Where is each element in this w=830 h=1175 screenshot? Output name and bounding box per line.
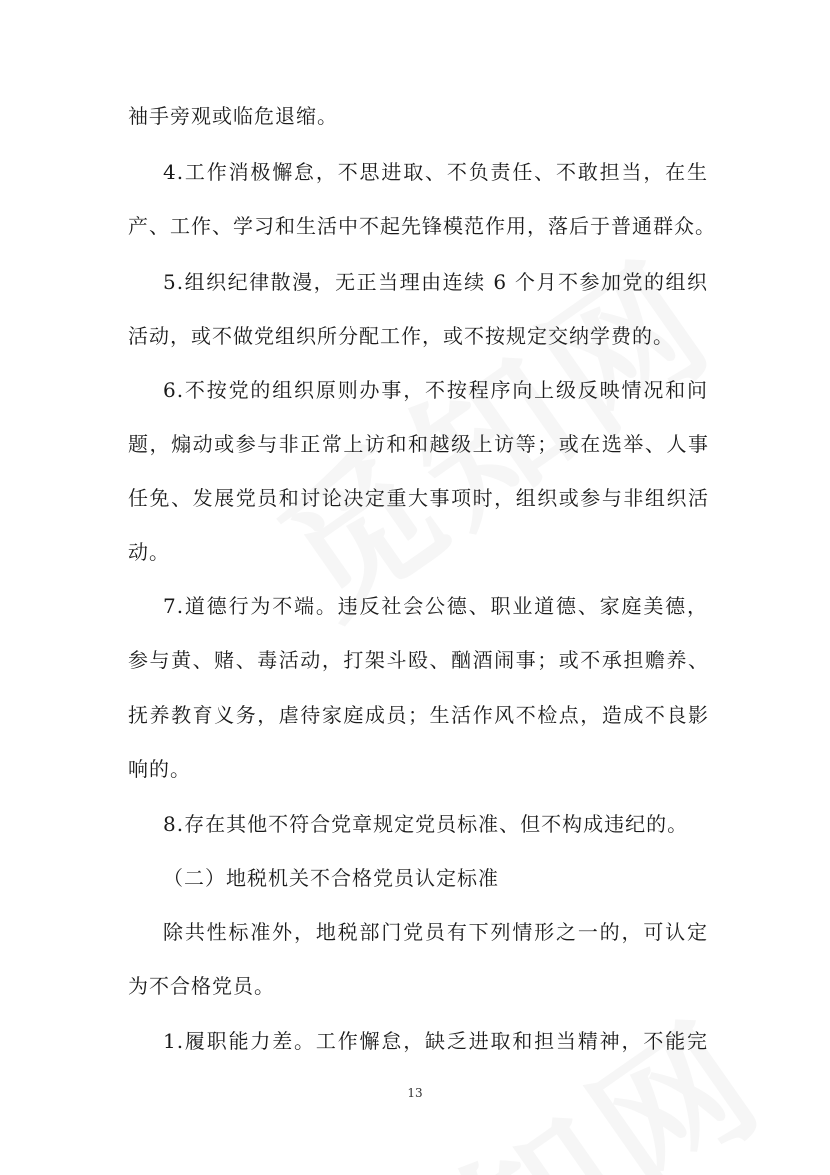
text-line: 4.工作消极懈怠，不思进取、不负责任、不敢担当，在生 <box>163 160 708 184</box>
text-line: 6.不按党的组织原则办事，不按程序向上级反映情况和问 <box>163 378 708 402</box>
section-heading: （二）地税机关不合格党员认定标准 <box>163 866 499 890</box>
text-line: 响的。 <box>128 757 191 781</box>
text-line: 袖手旁观或临危退缩。 <box>128 104 338 128</box>
text-line: 参与黄、赌、毒活动，打架斗殴、酗酒闹事；或不承担赡养、 <box>128 648 709 672</box>
text-line: 1.履职能力差。工作懈怠，缺乏进取和担当精神，不能完 <box>163 1029 708 1053</box>
text-line: 5.组织纪律散漫，无正当理由连续 6 个月不参加党的组织 <box>163 270 708 294</box>
watermark-bottom <box>281 962 798 1175</box>
text-line: 题，煽动或参与非正常上访和和越级上访等；或在选举、人事 <box>128 432 709 456</box>
text-line: 7.道德行为不端。违反社会公德、职业道德、家庭美德， <box>163 594 708 618</box>
text-line: 抚养教育义务，虐待家庭成员；生活作风不检点，造成不良影 <box>128 703 709 727</box>
text-line: 任免、发展党员和讨论决定重大事项时，组织或参与非组织活 <box>128 486 709 510</box>
page-number: 13 <box>407 1086 423 1100</box>
text-line: 除共性标准外，地税部门党员有下列情形之一的，可认定 <box>163 920 708 944</box>
text-line: 产、工作、学习和生活中不起先锋模范作用，落后于普通群众。 <box>128 214 716 238</box>
text-line: 为不合格党员。 <box>128 974 275 998</box>
text-line: 活动，或不做党组织所分配工作，或不按规定交纳学费的。 <box>128 324 674 348</box>
text-line: 动。 <box>128 540 170 564</box>
text-line: 8.存在其他不符合党章规定党员标准、但不构成违纪的。 <box>163 812 689 836</box>
